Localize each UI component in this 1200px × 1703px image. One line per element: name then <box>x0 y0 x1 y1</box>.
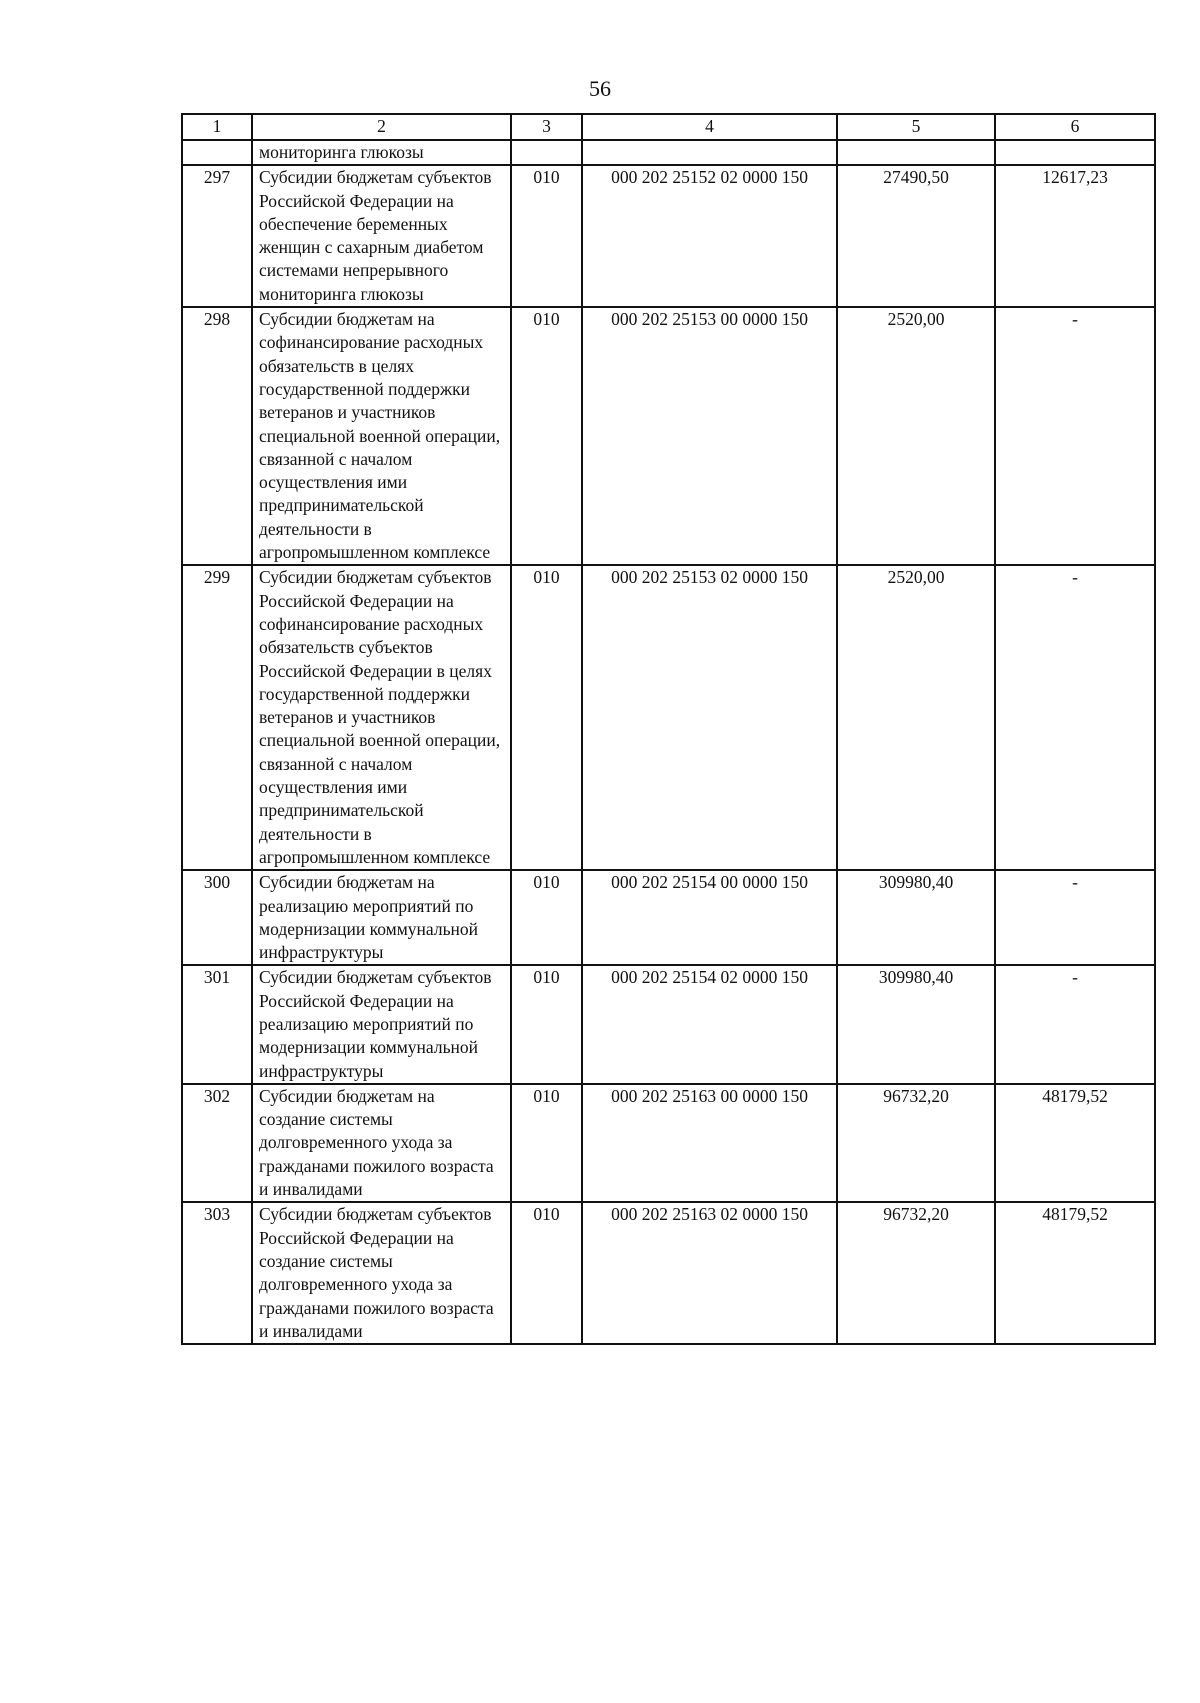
row-name: Субсидии бюджетам на реализацию мероприятий по модернизации коммунальной инфраструктуры <box>252 870 511 965</box>
row-code: 010 <box>511 1084 582 1202</box>
row-name: Субсидии бюджетам субъектов Российской Федерации на обеспечение беременных женщин с сахарным диабетом системами непрерывного мониторинга глюкозы <box>252 165 511 307</box>
row-name: Субсидии бюджетам субъектов Российской Федерации на реализацию мероприятий по модернизации коммунальной инфраструктуры <box>252 965 511 1083</box>
row-code: 010 <box>511 1202 582 1344</box>
row-name: мониторинга глюкозы <box>252 140 511 165</box>
row-number: 301 <box>182 965 252 1083</box>
page-number: 56 <box>589 76 611 101</box>
row-value-6: 48179,52 <box>995 1084 1155 1202</box>
row-code: 010 <box>511 307 582 565</box>
column-header-6: 6 <box>995 114 1155 140</box>
row-value-5: 96732,20 <box>837 1084 995 1202</box>
row-name: Субсидии бюджетам субъектов Российской Федерации на создание системы долговременного ухода за гражданами пожилого возраста и инвалидами <box>252 1202 511 1344</box>
row-name: Субсидии бюджетам на создание системы долговременного ухода за гражданами пожилого возраста и инвалидами <box>252 1084 511 1202</box>
row-kbk: 000 202 25163 02 0000 150 <box>582 1202 837 1344</box>
table-row <box>182 1084 1155 1202</box>
row-value-5: 2520,00 <box>837 307 995 565</box>
table-row <box>182 1202 1155 1344</box>
row-value-6: - <box>995 307 1155 565</box>
row-name: Субсидии бюджетам субъектов Российской Федерации на софинансирование расходных обязательств субъектов Российской Федерации в целях государственной поддержки ветеранов и участников специальной военной операции, связанной с началом осуществления ими предпринимательской деятельности в агропромышленном комплексе <box>252 565 511 870</box>
row-code: 010 <box>511 165 582 307</box>
column-header-3: 3 <box>511 114 582 140</box>
row-code: 010 <box>511 565 582 870</box>
header-row <box>182 114 1155 140</box>
row-value-5: 309980,40 <box>837 965 995 1083</box>
table-row <box>182 870 1155 965</box>
row-number: 302 <box>182 1084 252 1202</box>
row-value-5: 309980,40 <box>837 870 995 965</box>
row-value-6: - <box>995 870 1155 965</box>
column-header-5: 5 <box>837 114 995 140</box>
table-row <box>182 565 1155 870</box>
row-kbk: 000 202 25153 00 0000 150 <box>582 307 837 565</box>
row-kbk: 000 202 25154 02 0000 150 <box>582 965 837 1083</box>
row-value-6: - <box>995 965 1155 1083</box>
row-value-6: 48179,52 <box>995 1202 1155 1344</box>
row-value-6: 12617,23 <box>995 165 1155 307</box>
row-code: 010 <box>511 965 582 1083</box>
budget-table <box>181 113 1156 1345</box>
row-number: 300 <box>182 870 252 965</box>
row-value-5: 96732,20 <box>837 1202 995 1344</box>
table-row-continuation <box>182 140 1155 165</box>
row-kbk: 000 202 25153 02 0000 150 <box>582 565 837 870</box>
row-name: Субсидии бюджетам на софинансирование расходных обязательств в целях государственной поддержки ветеранов и участников специальной военной операции, связанной с началом осуществления ими предпринимательской деятельности в агропромышленном комплексе <box>252 307 511 565</box>
table-row <box>182 165 1155 307</box>
row-number: 298 <box>182 307 252 565</box>
row-number: 297 <box>182 165 252 307</box>
column-header-4: 4 <box>582 114 837 140</box>
row-number: 299 <box>182 565 252 870</box>
table-row <box>182 965 1155 1083</box>
row-value-5: 27490,50 <box>837 165 995 307</box>
row-kbk: 000 202 25152 02 0000 150 <box>582 165 837 307</box>
row-number <box>182 140 252 165</box>
row-code <box>511 140 582 165</box>
row-value-6: - <box>995 565 1155 870</box>
column-header-1: 1 <box>182 114 252 140</box>
column-header-2: 2 <box>252 114 511 140</box>
row-value-5 <box>837 140 995 165</box>
row-value-5: 2520,00 <box>837 565 995 870</box>
row-kbk: 000 202 25154 00 0000 150 <box>582 870 837 965</box>
row-code: 010 <box>511 870 582 965</box>
row-kbk: 000 202 25163 00 0000 150 <box>582 1084 837 1202</box>
row-value-6 <box>995 140 1155 165</box>
row-number: 303 <box>182 1202 252 1344</box>
table-row <box>182 307 1155 565</box>
row-kbk <box>582 140 837 165</box>
